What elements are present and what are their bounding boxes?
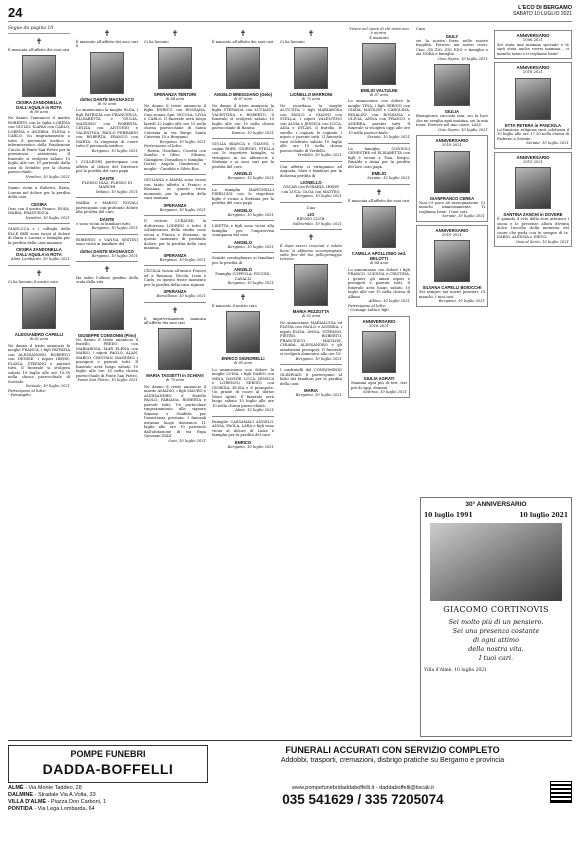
notice-place-date: Nembro, 10 luglio 2021	[25, 174, 70, 179]
column-7	[416, 27, 488, 307]
condolence-signers: RIPOSO CLUB.	[296, 217, 326, 222]
divider	[280, 202, 342, 203]
notice-intro: È mancato all'affetto dei suoi cari il	[76, 40, 138, 49]
condolence-body: Sentite condoglianze ai familiari per la perdita di	[212, 256, 274, 265]
notice-body: Ne danno il triste annuncio la figlia STEFANIA con LUCIANO, VALENTINA e ROBERTO. Il funerale si svolgerà sabato 10 luglio alle ore 10 nella chiesa parrocchiale di Ranica.	[212, 103, 274, 131]
dedication-place-date: Osio Sopra, 10 luglio 2021	[438, 56, 488, 61]
ad-title: FUNERALI ACCURATI CON SERVIZIO COMPLETO	[285, 745, 500, 755]
address-town: PONTIDA	[8, 806, 33, 812]
deceased-name: SILVANA CAPELLI BOIOCCHI	[422, 285, 482, 290]
notice-place-date: Bergamo, 10 luglio 2021	[295, 356, 342, 361]
condolence-place-date: Bergamo, 10 luglio 2021	[295, 393, 342, 398]
anniversary-heading: ANNIVERSARIO	[435, 227, 469, 233]
deceased-photo	[90, 288, 124, 330]
condolence-place-date: Bergamo, 10 luglio 2021	[159, 257, 206, 262]
deceased-name: ALESSANDRO CAPELLI	[14, 332, 64, 338]
divider	[144, 215, 206, 216]
divider	[144, 302, 206, 303]
divider	[212, 138, 274, 139]
anniversary-notice	[416, 135, 488, 222]
deceased-name: dottor DANTE MAGNASCO	[80, 96, 134, 102]
condolence-place-date: Seriate, 10 luglio 2021	[367, 176, 410, 181]
divider	[348, 143, 410, 144]
anniversary-notice	[416, 225, 488, 307]
logo-line-1: POMPE FUNEBRI	[70, 749, 146, 759]
condolence-body: Famiglie CASSAMALI ANGELO, ANNA, PAOLA, LARA e figli sono vicini al dolore di Luisa e famiglia per la perdita del caro	[212, 419, 274, 438]
divider	[212, 252, 274, 253]
divider	[76, 156, 138, 157]
anniversary-heading: ANNIVERSARIO	[362, 318, 396, 324]
notice-body: Ne danno il triste annuncio il marito AMADIO, i figli MAURO e ALESSANDRO, il fratello PAOLO, FABIANA, ROBERTA e parenti tutti. Un particolare ringraziamento alle signore Simona e Giuditta per l'assistenza prestata. I funerali avranno luogo domenica 11 luglio alle ore 10 partendo dall'abitazione di via Papa Giovanni XXIII.	[144, 384, 206, 439]
deceased-age: di 85 anni	[233, 361, 253, 366]
cross-icon: ✝	[171, 305, 179, 315]
ad-subtitle: Addobbi, trasporti, cremazioni, disbrigo pratiche su Bergamo e provincia	[280, 757, 505, 764]
condolence-signers: Famiglia COPPOLA, PICCINI, CAVALLI	[215, 272, 271, 281]
divider	[8, 223, 70, 224]
condolence-name: DANTE	[99, 175, 115, 181]
notice-body: Ne annunciano MARIALUISA ed ELENA con PAOLO e ANDREA, i nipoti ELISA, ANNA, STEFANO, PIETRO, ROBERTO, FRANCESCO, MATILDE, CHIARA, ALESSANDRO e gli amatissimi pronipoti. Il funerale si svolgerà domenica alle ore 10.	[280, 320, 342, 357]
anniversary-body: La funzione religiosa sarà celebrata il 10 luglio alle ore 17.30 nella chiesa di Paderno a Seriate.	[497, 127, 569, 141]
divider	[8, 182, 70, 183]
company-logo	[8, 745, 208, 783]
notice-intro: È mancata all'affetto dei suoi cari	[8, 47, 70, 52]
newspaper-brand	[513, 6, 572, 17]
condolence-name: MARIA	[304, 388, 318, 394]
deceased-age: di 92 anni	[301, 314, 321, 319]
condolence-body: GIULIANA e MARIA sono vicine con tanto affetto a Franco e Rossana, in questo triste momento, per la perdita della cara mamma	[144, 178, 206, 201]
condolence-place-date: Nembro, 10 luglio 2021	[25, 215, 70, 220]
deceased-photo	[294, 264, 328, 306]
condolence-name: dottor DANTE MAGNASCO	[80, 248, 134, 254]
condolence-body: La famiglia CONSOLI GENESTRE ed ELISABETTA con figli è vicina a Tina, Sergio, Rinaldo e Anna per la perdita del loro caro papà	[348, 146, 410, 169]
anniversary-place-date: Seriate, 10 luglio 2021	[526, 141, 569, 145]
notice-body: Ne danno il triste annuncio il figlio ENRICO con ROSSANA. Ciao nonna Spe: NICOLA, LIVIA e CARLO. Il funerale avrà luogo lunedì 12 luglio alle ore 15 nella chiesa parrocchiale di Santa Caterina in via Borgo Santa Caterina 10 a Bergamo.	[144, 103, 206, 140]
anniversary-years: 2015 2021	[523, 159, 543, 164]
banner-dates	[424, 512, 568, 519]
condolence-signers: PLESSO DIAZ, PLESSO DI MARCHI	[82, 180, 132, 190]
deceased-name: ETTA PETERA in PANCIOLA	[504, 122, 562, 128]
anniversary-body: Mamma ogni più di teri, teri più di oggi, domani.	[351, 381, 407, 390]
deceased-photo	[22, 287, 56, 329]
column-8	[494, 27, 572, 247]
address-street: - Piazza Don Carboni, 1	[47, 799, 106, 805]
deceased-photo	[22, 55, 56, 97]
deceased-photo	[362, 331, 396, 373]
divider	[76, 261, 138, 262]
anniversary-years: 2019 2021	[442, 143, 462, 147]
divider	[212, 416, 274, 417]
deceased-name: LIONELLO MARRONI	[289, 92, 333, 98]
condolence-place-date: Bergamo, 10 luglio 2021	[91, 226, 138, 231]
anniversary-place-date: Osio al Serio, 10 luglio 2021	[515, 239, 569, 244]
deceased-name: CESIRA ZANDONELLA DALL'AQUILA in ROTA	[16, 99, 62, 110]
column-4	[212, 27, 274, 449]
notice-place-date: Bergamo, 10 luglio 2021	[91, 148, 138, 153]
issue-date: SABATO 10 LUGLIO 2021	[512, 10, 572, 17]
notice-place-date: Almè, 10 luglio 2021	[235, 408, 274, 413]
participants-list: - Cornago Lidia e figli	[348, 308, 389, 313]
participants-list: - Pierangelo	[8, 393, 31, 398]
column-3	[144, 27, 206, 443]
divider	[280, 161, 342, 162]
column-1	[8, 27, 70, 398]
deceased-name: MARIA TASSETTI in SCHIAVI	[146, 373, 204, 379]
address-town: ALMÈ	[8, 785, 24, 791]
anniversary-notice	[494, 62, 572, 149]
deceased-name: MARIA PEZZOTTA	[292, 309, 330, 315]
notice-place-date: Osio, 10 luglio 2021	[168, 438, 206, 443]
notice-place-date: Ponte San Pietro, 10 luglio 2021	[77, 378, 138, 383]
verse-line: della nostra vita.	[468, 645, 524, 653]
condolence-place-date: Milano, 10 luglio 2021	[95, 189, 138, 194]
participants-list: - Rosita, Giordano, Cosetta con Sandro e Olivo - Silvana, Giampiero Donadoni e famiglia - Dottor Angelo Gamberini e moglie - Candida e Silvio Ros	[144, 148, 206, 171]
cross-icon: ✝	[171, 29, 179, 38]
deceased-photo	[515, 167, 551, 209]
notice-body: Lo annunciano la moglie ELDA, i figli PATRIZIA con FRANCESCA, ELISABETTA e GIULIA, MASSIMO con ROBERTA, CINZIA con ANTONIO e VALENTINA, PAOLO FERRARIO con ROBERTA, FRANCO con MARTA. Si ringrazia di cuore tutto il personale medico.	[76, 108, 138, 149]
verse-line: I tuoi cari.	[478, 654, 514, 662]
notice-intro: È improvvisamente mancata all'affetto dei suoi cari	[144, 316, 206, 326]
deceased-photo	[434, 151, 470, 193]
anniversary-heading: ANNIVERSARIO	[516, 33, 550, 38]
notice-place-date: Bergamo, 10 luglio 2021	[159, 139, 206, 144]
condolence-body: Con affetto ci stringiamo ad Augusta, Mari e familiari per la dolorosa perdita di	[280, 164, 342, 178]
qr-code-icon	[550, 781, 572, 803]
notice-intro: Ha salito l'ultimo gradino della scala della vita	[76, 276, 138, 285]
condolence-body: Ciao	[306, 205, 316, 210]
cross-icon: ✝	[239, 292, 247, 302]
deceased-age: di 87 anni	[369, 92, 389, 97]
notice-place-date: Sorisole, 10 luglio 2021	[25, 384, 70, 389]
cross-icon: ✝	[103, 265, 111, 275]
deceased-photo	[434, 64, 470, 106]
funeral-service-ad	[8, 740, 572, 812]
condolence-name: ANGELO	[234, 207, 252, 213]
cross-icon: ✝	[307, 233, 315, 243]
address-street: - Via Monte Taddeo, 28	[25, 785, 82, 791]
condolence-place-date: Bergamo, 10 luglio 2021	[295, 194, 342, 199]
deceased-name: GIULIA AGRATI	[363, 376, 395, 382]
condolence-place-date: Bergamo, 10 luglio 2021	[227, 444, 274, 449]
condolence-body: CECILIA vicina all'amico Franco ed a Rossana, Nicola, Livia e Carlo, in questo triste momento per la perdita della cara signora	[144, 269, 206, 287]
epigraph: Vivere nel cuore di chi resta non è morire.	[349, 27, 409, 36]
continuation-note: Segue da pagina 10	[8, 27, 70, 34]
page-header	[8, 6, 572, 22]
participants-heading: Partecipano al lutto:	[348, 303, 387, 308]
deceased-name: EMILIO VALTULINI	[360, 87, 398, 93]
notice-body: Lo annunciano con dolore i figli FRANCO, LUIGINA e CRISTINA, i generi, gli amati nipoti e pronipoti e parenti tutti. Il funerale avrà luogo sabato 10 luglio alle ore 10 nella chiesa di Albino.	[348, 267, 410, 299]
condolence-body: GIANLUCA e i colleghi della ELLE BIBI sono vicini al dolore di Ilaria e Lorena e famiglia per la perdita della cara mamma	[8, 227, 70, 245]
notice-body: Ne danno il triste annuncio il fratello FREDO con MARIAROSA, MAR ELENA con MARIO, i nipoti PAOLO, ALAN, MARCO, CRISTIAN, MASSIMO, i pronipoti e parenti tutti. Il funerale avrà luogo sabato 10 luglio alle ore 10 nella chiesa parrocchiale di Ponte San Pietro.	[76, 337, 138, 378]
ad-phone: 035 541629 / 335 7205074	[282, 792, 444, 807]
deceased-photo	[226, 47, 260, 89]
divider	[76, 197, 138, 198]
notice-intro: È dopo averci cresciuti e voluto bene, ti abbiamo accompagnata sulla fine del tuo pellegrinaggio terreno.	[280, 244, 342, 262]
deceased-age: di 80 anni	[29, 109, 49, 114]
anniversary-heading: ANNIVERSARIO	[435, 138, 469, 143]
cross-icon: ✝	[103, 29, 111, 38]
notice-intro: Ci ha lasciato il nostro caro	[8, 279, 59, 284]
deceased-photo	[158, 328, 192, 370]
deceased-photo	[226, 311, 260, 353]
deceased-name: SANTINA ZANCHI in DOVERE	[503, 212, 563, 217]
notice-place-date: Albino, 10 luglio 2021	[368, 299, 410, 304]
deceased-name: ANGELO BREGGIANO (Gelo)	[213, 92, 273, 98]
verse-line: Sei molto più di un pensiero.	[448, 618, 544, 626]
divider	[212, 220, 274, 221]
notice-place-date: Seriate, 10 luglio 2021	[367, 135, 410, 140]
dedication-name: GIULY	[445, 33, 459, 39]
anniversary-heading: ANNIVERSARIO	[516, 154, 550, 160]
condolence-name: EMILIO	[371, 171, 387, 177]
logo-line-2: DADDA-BOFFELLI	[42, 761, 174, 777]
condolence-name: ANGELO	[234, 239, 252, 245]
condolence-body: I confratelli del CONDOMINIO OLIMPIADI 8 partecipano al lutto dei familiari per la perdita della cara	[280, 368, 342, 386]
divider	[212, 184, 274, 185]
divider	[348, 184, 410, 185]
anniversary-notice	[348, 316, 410, 398]
divider	[8, 265, 70, 266]
deceased-age: di 79 anni	[165, 378, 185, 383]
condolence-place-date: Bergamo, 10 luglio 2021	[91, 253, 138, 258]
deceased-photo	[515, 78, 551, 120]
participants-heading: Partecipano al lutto:	[144, 144, 183, 149]
notice-body: Ne danno il triste annuncio la moglie FRANCA, i figli PATRIZIA con ALESSANDRO, ROBERTO con DENISE, i nipoti IRENE, FLAVIA, STEFANO e parenti tutti. Il funerale si svolgerà sabato 10 luglio alle ore 10.30 nella chiesa parrocchiale di Sorisole.	[8, 343, 70, 384]
notice-place-date: Verdello, 10 luglio 2021	[297, 153, 342, 158]
condolence-place-date: Bergamo, 10 luglio 2021	[227, 176, 274, 181]
address-street: - Via Lega Lombarda, 64	[34, 806, 95, 812]
anniversary-years: 2006 2021	[523, 38, 543, 42]
column-6	[348, 27, 410, 398]
ad-contacts	[243, 785, 483, 807]
condolence-name: ANGELO	[234, 171, 252, 177]
brand-name: L'ECO DI BERGAMO	[518, 5, 572, 11]
column-2	[76, 27, 138, 383]
anniversary-place-date: Sedrina, 10 luglio 2021	[363, 390, 407, 395]
anniversary-years: 2018 2021	[523, 70, 543, 74]
address-town: DALMINE	[8, 792, 34, 798]
anniversary-place-date: Seriate, 10 luglio 2021	[442, 214, 485, 218]
condolence-signers: e sono vicini ai familiari tutti.	[76, 221, 132, 226]
banner-date-end: 10 luglio 2021	[519, 512, 568, 519]
anniversary-place-date: Bergamo, 10 luglio 2021	[438, 299, 485, 303]
deceased-age: di 87 anni	[233, 97, 253, 102]
notice-intro: È mancato all'affetto dei suoi cari	[212, 40, 274, 44]
page-number: 24	[8, 5, 23, 20]
divider	[144, 265, 206, 266]
deceased-photo	[362, 206, 396, 248]
divider	[76, 234, 138, 235]
notice-intro: È mancato	[369, 35, 389, 40]
condolence-place-date: Almè Lombardo, 10 luglio 2021	[10, 257, 70, 262]
deceased-name: SPERANZA TENTORI	[153, 92, 197, 98]
participants-heading: Partecipano al lutto:	[8, 388, 47, 393]
cross-icon: ✝	[307, 29, 315, 38]
banner-verse	[424, 618, 568, 663]
notice-body: Ne ricordano la moglie AUGUSTA, i figli MARIAROSA con PAOLO e GIANNI con STELLA, i nipoti VALENTINO con ALMA e JESSICA con LUCA, ASIA e DYLAN, il fratello, le sorelle, i cognati, le cognate, i nipoti e parenti tutti. Il funerale sarà celebrato sabato 10 luglio alle ore 10 nella chiesa parrocchiale di Verdello.	[280, 103, 342, 153]
condolence-body: MARIA e MARCO NOVALI partecipano con profondo dolore alla perdita del caro	[76, 201, 138, 215]
condolence-body: I COLLEGHI partecipano con affetto al dolore del Direttore per la perdita del caro papà	[76, 160, 138, 174]
anniversary-notice	[494, 152, 572, 248]
condolence-place-date: Barcellona, 10 luglio 2021	[156, 294, 206, 299]
condolence-name: CESIRA ZANDONELLA DALL'AQUILA in ROTA	[16, 247, 62, 258]
deceased-name: GIANFRANCO CEREA	[429, 195, 475, 201]
anniversary-body: Sei sempre nei nostri pensieri. Ci manchi. I tuoi cari.	[419, 290, 485, 299]
cross-icon: ✝	[239, 29, 247, 38]
condolence-name: SPERANZA	[163, 289, 187, 295]
dedication-body: sei la nostra forza nelle nostre fragilità. Forever nei nostri cuori. Ciao. Gli ZIO, ZIO EDO e famiglia e zia NORA e famiglia.	[416, 38, 488, 56]
deceased-age: di 84 anni	[369, 261, 389, 266]
dedication-name: GIULIA	[444, 109, 460, 114]
condolence-place-date: Bergamo, 10 luglio 2021	[159, 207, 206, 212]
anniversary-years: 2019 2021	[442, 232, 462, 237]
anniversary-banner	[420, 497, 572, 737]
notice-intro: Ci ha lasciato	[144, 40, 169, 44]
address-street: - Stradale Via A.Volta, 33	[34, 792, 96, 798]
banner-place-date: Villa d'Almè, 10 luglio 2021	[424, 668, 488, 673]
ad-headline	[213, 745, 572, 765]
deceased-photo	[294, 47, 328, 89]
dedication-intro: Cara	[416, 27, 425, 31]
divider	[212, 289, 274, 290]
condolence-body: ROBERTO e VANNA SESTINI sono vicini ai familiari del	[76, 237, 138, 247]
condolence-body: La famiglia MARTINELLI PIERLUIGI con le rispettive figlie è vicina a Stefania per la perdita del caro papà	[212, 187, 274, 206]
dedication-body: Buongiorno cucciola mia, sei la luce che mi sveglia ogni mattina, sei la mia forza. Forever nel mio cuore. LALY.	[416, 114, 488, 127]
cross-icon: ✝	[375, 187, 383, 197]
condolence-body: GIULIA BIANCA e GIANNI, i cugini RORY, GIORGIO, STELLA con le rispettive famiglie, si stringono in un abbraccio a Stefania e ai suoi cari per la perdita del caro	[212, 142, 274, 169]
verse-line: di ogni attimo	[473, 636, 519, 644]
notice-place-date: Ranica, 10 luglio 2021	[231, 130, 274, 135]
verse-line: Sei una presenza costante	[452, 627, 540, 635]
banner-date-start: 10 luglio 1991	[424, 512, 473, 519]
condolence-place-date: Bergamo, 10 luglio 2021	[227, 244, 274, 249]
condolence-name: ENRICO	[234, 439, 252, 445]
condolence-name: SPERANZA	[163, 202, 187, 208]
notice-intro: Ci ha lasciato	[280, 40, 305, 44]
divider	[144, 174, 206, 175]
notice-body: Ne danno l'annuncio il marito ROBERTO con la figlia LORENA con GIULIO, ILARIA con CARLO, LORENA e ANDREA, ELENA e CARLO. Un ringraziamento a tutto il personale medico e infermieristico della Fondazione Caccia di Ponte San Pietro per la premurosa assistenza. Il funerale si svolgerà sabato 10 luglio alle ore 10 partendo dalla casa di Nembro per la chiesa parrocchiale.	[8, 116, 70, 175]
dedication-place-date: Osio Sopra, 10 luglio 2021	[438, 127, 488, 132]
condolence-name: ANGELO	[234, 267, 252, 273]
condolence-name: LIO	[307, 212, 315, 218]
anniversary-body: Sei stata una mamma speciale e te sarò stata anche vorrei mamma... ci manchi tanto e ti vogliamo bene!	[497, 42, 569, 56]
condolence-name: CESIRA	[31, 201, 47, 207]
banner-photo	[430, 523, 562, 601]
anniversary-heading: ANNIVERSARIO	[516, 65, 550, 70]
notice-intro: È mancato il nostro caro	[212, 303, 257, 308]
condolence-signers: OSCAR con ROSARIA, IRENE con LUCA, OLGA con MATTEO.	[281, 185, 341, 194]
banner-name: GIACOMO CORTINOVIS	[443, 605, 549, 614]
anniversary-notice	[494, 30, 572, 59]
ad-website-email[interactable]: www.pompefunebridaddaboffelli.it - daddaboffelli@tiscali.it	[292, 785, 434, 791]
deceased-photo	[434, 240, 470, 282]
condolence-place-date: Bergamo, 10 luglio 2021	[227, 212, 274, 217]
deceased-name: CAMILLA APOLLONIO ved. BELOTTI	[351, 251, 407, 262]
deceased-age: di 92 anni	[97, 101, 117, 106]
condolence-place-date: Bergamo, 10 luglio 2021	[227, 281, 274, 286]
deceased-photo	[90, 52, 124, 94]
notice-body: Lo annunciano con dolore la moglie LUISA, i figli DARIO con MINA, DAVIDE, LUCA, JESSICA e LORENZO, SERGIO con GIORGIA, ELISA e il pronipote. Un grazie di cuore al dottor Moro Aptiti. Il funerale avrà luogo sabato 10 luglio alle ore 10 nella chiesa parrocchiale.	[212, 367, 274, 408]
anniversary-years: 2016 2021	[369, 323, 389, 328]
anniversary-body: Non c'è pace né rassegnazione. Ci manchi immensamente. Ti vogliamo bene. I tuoi cari.	[419, 200, 485, 214]
cross-icon: ✝	[35, 268, 43, 278]
condolence-name: LIONELLO	[300, 180, 322, 186]
deceased-age: di 84 anni	[165, 97, 185, 102]
notice-body: Lo annunciano con dolore la moglie TINA, i figli SERGIO con GIADA, MATILDE e CAROLINA, RINALDO con ROSSANA e OLIVIA, ANNA con FRANCO e ANDREA, parenti tutti. Il funerale si svolgerà oggi alle ore 10 nella parrocchiale.	[348, 99, 410, 135]
condolence-body: Il rettore LURAGHI, la dottoressa LODRINI e tutto il collaboratori della studio sono vicini a Franco e Rossana, in questo momento di profondo dolore, per la perdita della cara mamma	[144, 219, 206, 251]
condolence-body: Siamo vicini a Roberto, Ilaria, Lorena nel dolore per la perdita della cara	[8, 186, 70, 200]
condolence-signers: Osio con il nostro Franco. ROSA, MARIA, FRANCESCA.	[8, 206, 70, 216]
condolence-place-date: Valbrembo, 10 luglio 2021	[292, 221, 342, 226]
condolence-name: DANTE	[99, 216, 115, 222]
address-town: VILLA D'ALMÈ	[8, 799, 47, 805]
banner-title: 30° ANNIVERSARIO	[465, 501, 527, 508]
divider	[280, 364, 342, 365]
condolence-name: SPERANZA	[163, 252, 187, 258]
deceased-photo	[158, 47, 192, 89]
deceased-age: di 73 anni	[301, 97, 321, 102]
anniversary-body: È quando il velo della sera attutisce i suoni e le presenze allora diventa dolce l'ascolto della memoria del cuore che parla con te sempre di te. DARIO, ALESSIA e DIEGO.	[497, 217, 569, 239]
notice-intro: È mancata all'affetto dei suoi cari	[348, 198, 410, 203]
deceased-name: ENRICO SIGNORELLI	[221, 356, 265, 362]
column-5	[280, 27, 342, 398]
condolence-body: LISETTA e figli sono vicini alla famiglia per l'improvvisa scomparsa del caro	[212, 224, 274, 238]
cross-icon: ✝	[35, 36, 43, 46]
divider	[280, 229, 342, 230]
deceased-age: di 82 anni	[29, 337, 49, 342]
deceased-name: GIUSEPPE CONSONNI (Pino)	[77, 332, 137, 338]
deceased-photo	[362, 43, 396, 85]
